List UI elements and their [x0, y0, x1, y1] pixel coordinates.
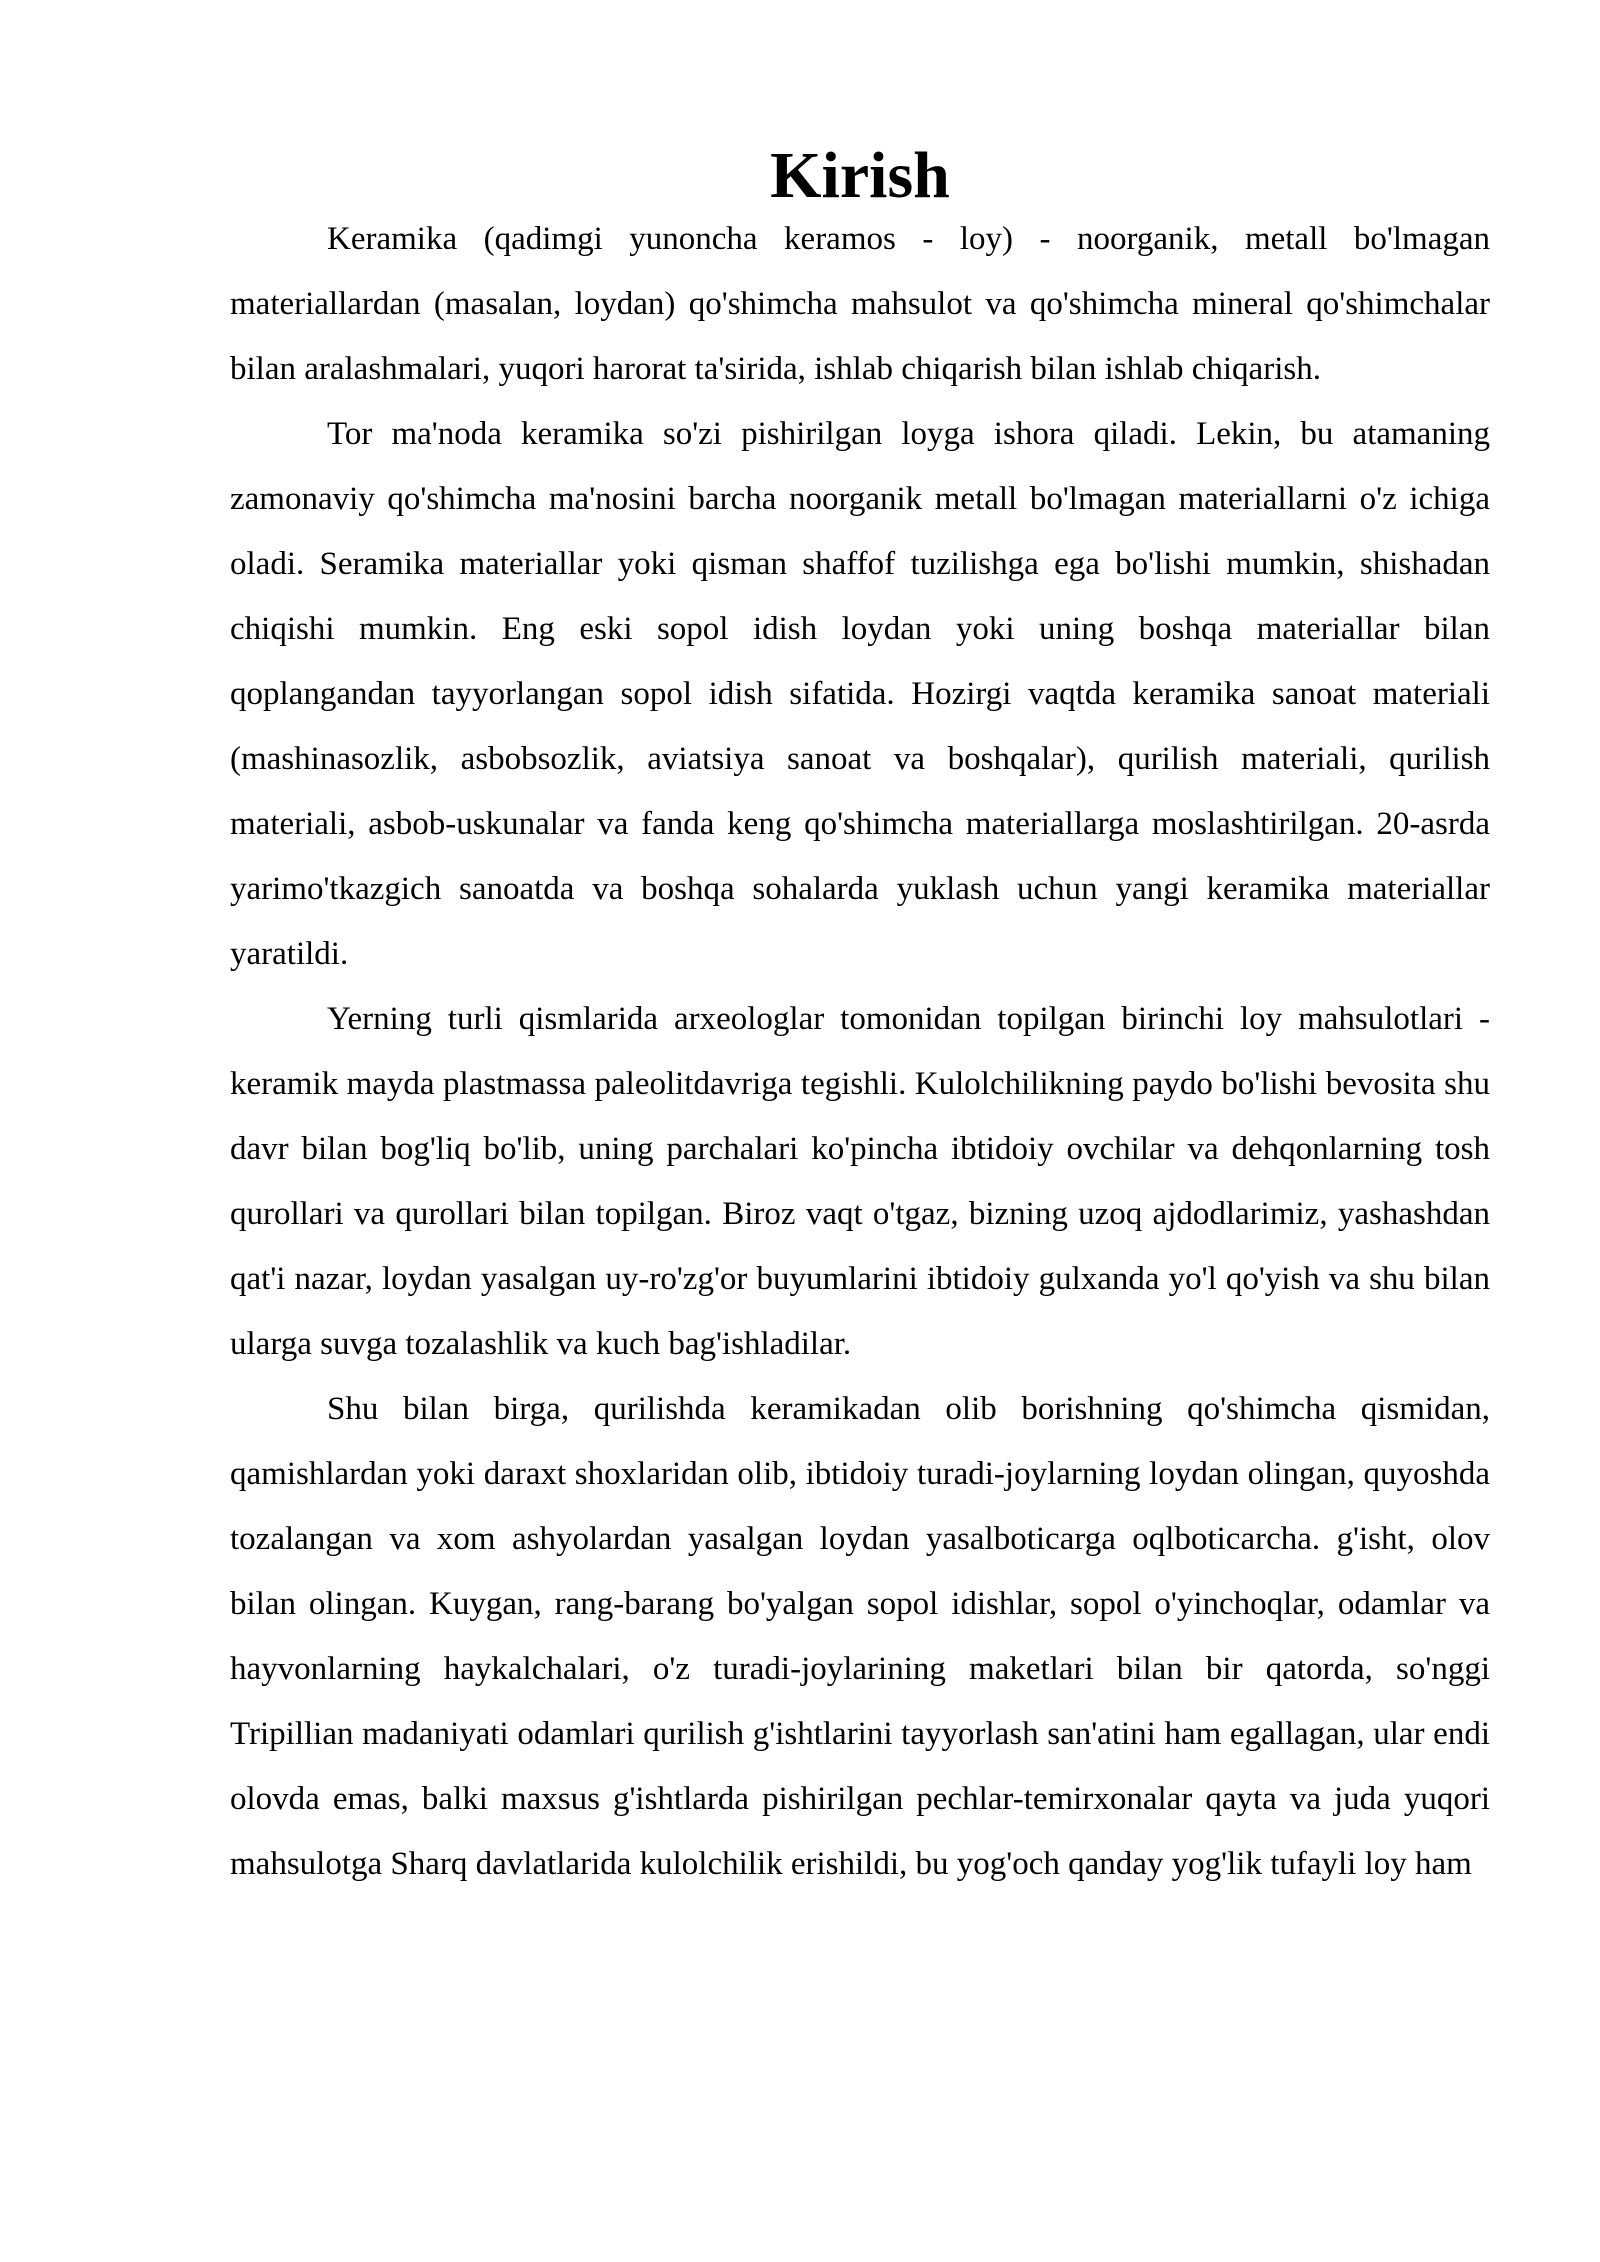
paragraph: Tor ma'noda keramika so'zi pishirilgan loyga ishora qiladi. Lekin, bu atamaning zamonaviy qo'shimcha ma'nosini barcha noorganik metall bo'lmagan materiallarni o'z ichiga oladi. Seramika materiallar yoki qisman shaffof tuzilishga ega bo'lishi mumkin, shishadan chiqishi mumkin. Eng eski sopol idish loydan yoki uning boshqa materiallar bilan qoplangandan tayyorlangan sopol idish sifatida. Hozirgi vaqtda keramika sanoat materiali (mashinasozlik, asbobsozlik, aviatsiya sanoat va boshqalar), qurilish materiali, qurilish materiali, asbob-uskunalar va fanda keng qo'shimcha materiallarga moslashtirilgan. 20-asrda yarimo'tkazgich sanoatda va boshqa sohalarda yuklash uchun yangi keramika materiallar yaratildi. — [230, 416, 1490, 972]
paragraph: Yerning turli qismlarida arxeologlar tomonidan topilgan birinchi loy mahsulotlari - keramik mayda plastmassa paleolitdavriga tegishli. Kulolchilikning paydo bo'lishi bevosita shu davr bilan bog'liq bo'lib, uning parchalari ko'pincha ibtidoiy ovchilar va dehqonlarning tosh qurollari va qurollari bilan topilgan. Biroz vaqt o'tgaz, bizning uzoq ajdodlarimiz, yashashdan qat'i nazar, loydan yasalgan uy-ro'zg'or buyumlarini ibtidoiy gulxanda yo'l qo'yish va shu bilan ularga suvga tozalashlik va kuch bag'ishladilar. — [230, 1001, 1490, 1362]
document-title: Kirish — [770, 139, 950, 212]
paragraph: Keramika (qadimgi yunoncha keramos - loy) - noorganik, metall bo'lmagan materiallardan (masalan, loydan) qo'shimcha mahsulot va qo'shimcha mineral qo'shimchalar bilan aralashmalari, yuqori harorat ta'sirida, ishlab chiqarish bilan ishlab chiqarish. — [230, 221, 1490, 387]
paragraph: Shu bilan birga, qurilishda keramikadan olib borishning qo'shimcha qismidan, qamishlardan yoki daraxt shoxlaridan olib, ibtidoiy turadi-joylarning loydan olingan, quyoshda tozalangan va xom ashyolardan yasalgan loydan yasalboticarga oqlboticarcha. g'isht, olov bilan olingan. Kuygan, rang-barang bo'yalgan sopol idishlar, sopol o'yinchoqlar, odamlar va hayvonlarning haykalchalari, o'z turadi-joylarining maketlari bilan bir qatorda, so'nggi Tripillian madaniyati odamlari qurilish g'ishtlarini tayyorlash san'atini ham egallagan, ular endi olovda emas, balki maxsus g'ishtlarda pishirilgan pechlar-temirxonalar qayta va juda yuqori mahsulotga Sharq davlatlarida kulolchilik erishildi, bu yog'och qanday yog'lik tufayli loy ham — [230, 1391, 1490, 1882]
document-body — [230, 139, 1490, 1897]
